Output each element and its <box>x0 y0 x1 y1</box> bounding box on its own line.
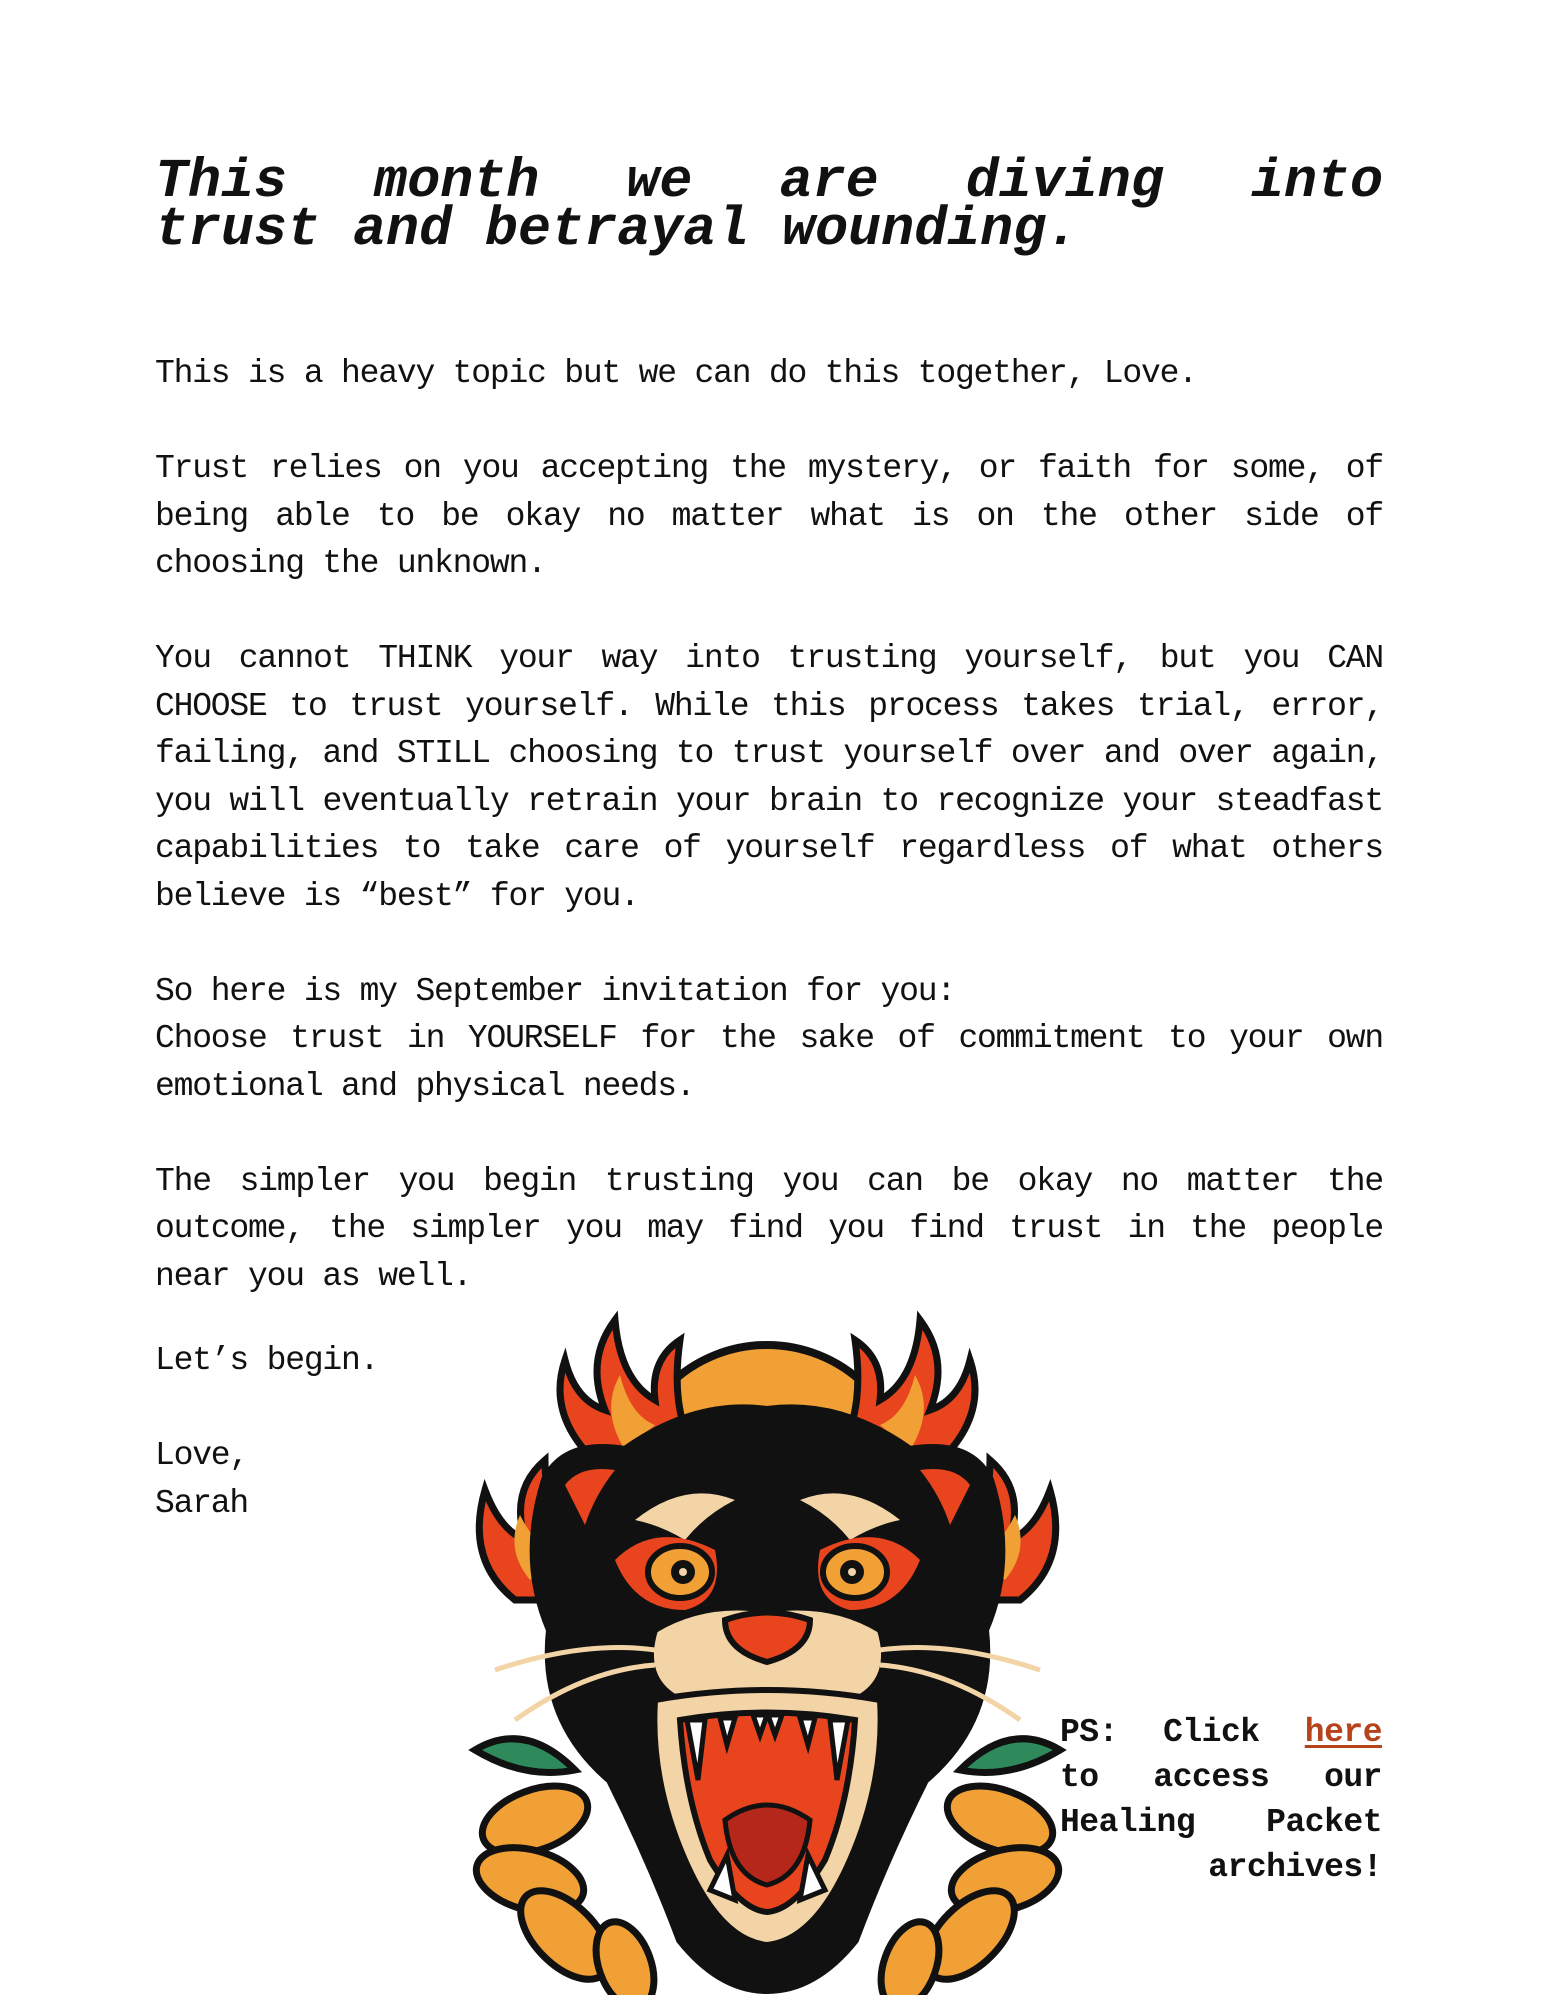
paragraph-trust-mystery: Trust relies on you accepting the mystery, or faith for some, of being able to be okay no matter what is on the other side of choosing the unknown. <box>155 450 1383 582</box>
panther-head-tattoo-icon <box>455 1300 1080 1995</box>
title-line-2: trust and betrayal wounding. <box>155 198 1080 261</box>
paragraph-intro: This is a heavy topic but we can do this together, Love. <box>155 355 1197 392</box>
paragraph-invitation-intro: So here is my September invitation for you: <box>155 972 955 1010</box>
paragraph-invitation: Choose trust in YOURSELF for the sake of commitment to your own emotional and physical needs. <box>155 1020 1383 1105</box>
ps-prefix: PS: Click <box>1060 1714 1260 1751</box>
closing <box>155 1337 378 1527</box>
healing-packet-archive-link[interactable]: here <box>1304 1714 1382 1751</box>
closing-signoff: Love, <box>155 1437 249 1474</box>
closing-begin: Let’s begin. <box>155 1342 379 1379</box>
letter-body <box>155 350 1383 1348</box>
paragraph-simpler: The simpler you begin trusting you can be okay no matter the outcome, the simpler you may find you find trust in the people near you as well. <box>155 1162 1383 1295</box>
title-line-1: This month we are diving into <box>155 150 1383 213</box>
closing-signature: Sarah <box>155 1484 249 1522</box>
ps-suffix: to access our Healing Packet archives! <box>1060 1759 1382 1886</box>
ps-note <box>1060 1710 1382 1890</box>
page-title <box>155 150 1383 261</box>
paragraph-choose-trust: You cannot THINK your way into trusting yourself, but you CAN CHOOSE to trust yourself. While this process takes trial, error, failing, and STILL choosing to trust yourself over and over again, you will eventually retrain your brain to recognize your steadfast capabilities to take care of yourself regardless of what others believe is “best” for you. <box>155 640 1383 915</box>
